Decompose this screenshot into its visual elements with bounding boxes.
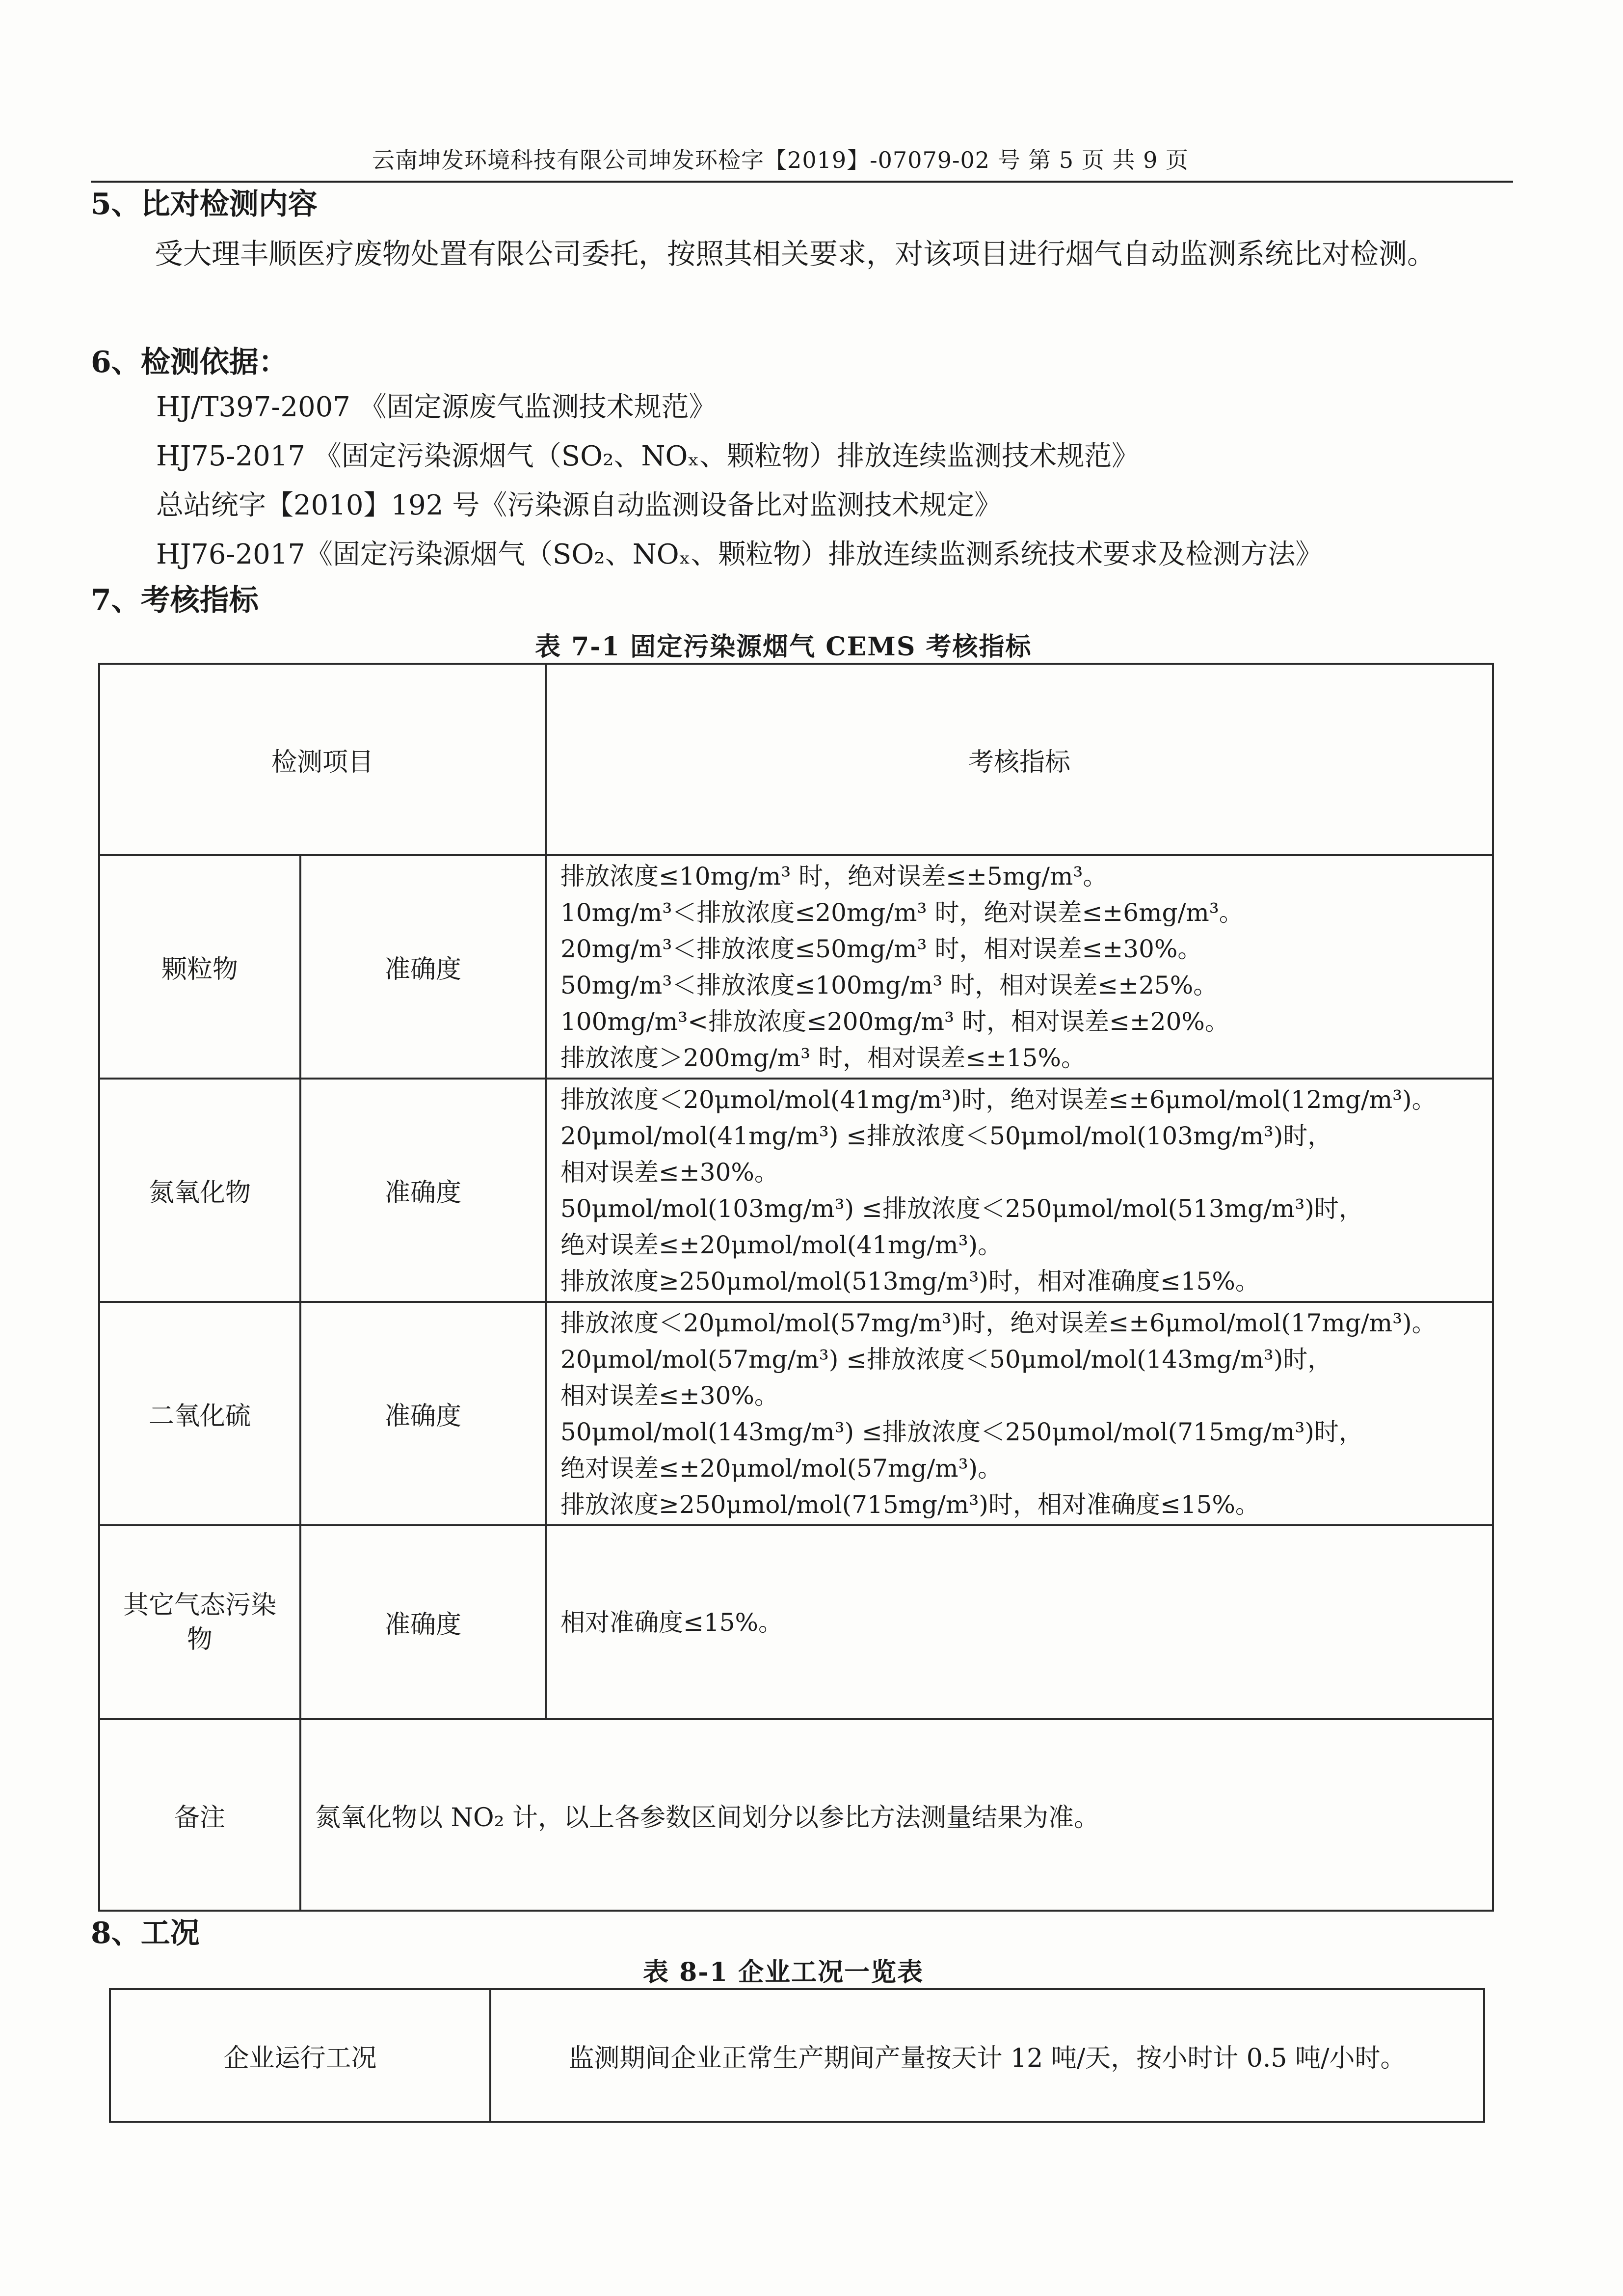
metric-cell: 准确度 [300,1525,546,1719]
criteria-line: 20μmol/mol(41mg/m³) ≤排放浓度＜50μmol/mol(103mg/m³)时， [560,1121,1332,1150]
item-cell: 二氧化硫 [99,1302,300,1525]
criteria-line: 相对误差≤±30%。 [560,1381,779,1410]
condition-value: 监测期间企业正常生产期间产量按天计 12 吨/天，按小时计 0.5 吨/小时。 [490,1989,1484,2122]
reference-4: HJ76-2017《固定污染源烟气（SO₂、NOₓ、颗粒物）排放连续监测系统技术要求及检测方法》 [156,539,1323,570]
criteria-line: 50mg/m³＜排放浓度≤100mg/m³ 时，相对误差≤±25%。 [560,971,1218,999]
table-header-row [99,664,1493,855]
criteria-line: 绝对误差≤±20μmol/mol(57mg/m³)。 [560,1454,1003,1483]
criteria-line: 排放浓度＜20μmol/mol(57mg/m³)时，绝对误差≤±6μmol/mol(17mg/m³)。 [560,1308,1437,1337]
table-row [99,855,1493,1079]
section-5-body: 受大理丰顺医疗废物处置有限公司委托，按照其相关要求，对该项目进行烟气自动监测系统比对检测。 [155,237,1436,270]
criteria-cell [546,1302,1493,1525]
table-row [99,1302,1493,1525]
item-cell: 颗粒物 [99,855,300,1079]
page-header: 云南坤发环境科技有限公司坤发环检字【2019】-07079-02 号 第 5 页 共 9 页 [372,147,1189,173]
table-row [110,1989,1484,2122]
table-8-1-caption: 表 8-1 企业工况一览表 [643,1957,924,1987]
criteria-line: 100mg/m³<排放浓度≤200mg/m³ 时，相对误差≤±20%。 [560,1007,1229,1036]
metric-cell: 准确度 [300,1302,546,1525]
condition-label: 企业运行工况 [110,1989,490,2122]
criteria-cell [546,855,1493,1079]
table-7-1-caption: 表 7-1 固定污染源烟气 CEMS 考核指标 [535,632,1032,662]
operating-conditions-table [109,1988,1485,2123]
table-row [99,1079,1493,1302]
criteria-line: 排放浓度≥250μmol/mol(513mg/m³)时，相对准确度≤15%。 [560,1267,1260,1296]
criteria-line: 排放浓度≥250μmol/mol(715mg/m³)时，相对准确度≤15%。 [560,1490,1260,1519]
criteria-line: 绝对误差≤±20μmol/mol(41mg/m³)。 [560,1230,1003,1259]
reference-3: 总站统字【2010】192 号《污染源自动监测设备比对监测技术规定》 [156,489,1002,521]
criteria-line: 10mg/m³＜排放浓度≤20mg/m³ 时，绝对误差≤±6mg/m³。 [560,898,1244,927]
criteria-line: 相对误差≤±30%。 [560,1158,779,1187]
criteria-line: 排放浓度＜20μmol/mol(41mg/m³)时，绝对误差≤±6μmol/mol(12mg/m³)。 [560,1085,1437,1114]
header-item: 检测项目 [99,664,546,855]
cems-criteria-table [98,663,1494,1912]
criteria-line: 排放浓度＞200mg/m³ 时，相对误差≤±15%。 [560,1043,1086,1072]
remark-label: 备注 [99,1719,300,1911]
reference-2: HJ75-2017 《固定污染源烟气（SO₂、NOₓ、颗粒物）排放连续监测技术规范》 [156,440,1140,472]
criteria-cell [546,1079,1493,1302]
section-6-title: 6、检测依据： [91,345,288,379]
criteria-line: 20μmol/mol(57mg/m³) ≤排放浓度＜50μmol/mol(143mg/m³)时， [560,1345,1332,1374]
criteria-line: 20mg/m³＜排放浓度≤50mg/m³ 时，相对误差≤±30%。 [560,934,1202,963]
section-8-title: 8、工况 [91,1916,200,1950]
metric-cell: 准确度 [300,855,546,1079]
item-line: 其它气态污染 [123,1590,276,1620]
criteria-line: 排放浓度≤10mg/m³ 时，绝对误差≤±5mg/m³。 [560,862,1108,891]
remark-row [99,1719,1493,1911]
criteria-line: 50μmol/mol(143mg/m³) ≤排放浓度＜250μmol/mol(715mg/m³)时， [560,1417,1363,1446]
section-7-title: 7、考核指标 [91,583,259,618]
remark-text: 氮氧化物以 NO₂ 计，以上各参数区间划分以参比方法测量结果为准。 [300,1719,1493,1911]
item-cell: 氮氧化物 [99,1079,300,1302]
item-line: 物 [186,1624,213,1654]
section-5-title: 5、比对检测内容 [91,187,318,221]
table-row [99,1525,1493,1719]
header-criteria: 考核指标 [546,664,1493,855]
reference-1: HJ/T397-2007 《固定源废气监测技术规范》 [156,391,717,423]
criteria-line: 50μmol/mol(103mg/m³) ≤排放浓度＜250μmol/mol(513mg/m³)时， [560,1194,1363,1223]
item-cell [99,1525,300,1719]
criteria-cell [546,1525,1493,1719]
metric-cell: 准确度 [300,1079,546,1302]
criteria-line: 相对准确度≤15%。 [560,1608,783,1637]
